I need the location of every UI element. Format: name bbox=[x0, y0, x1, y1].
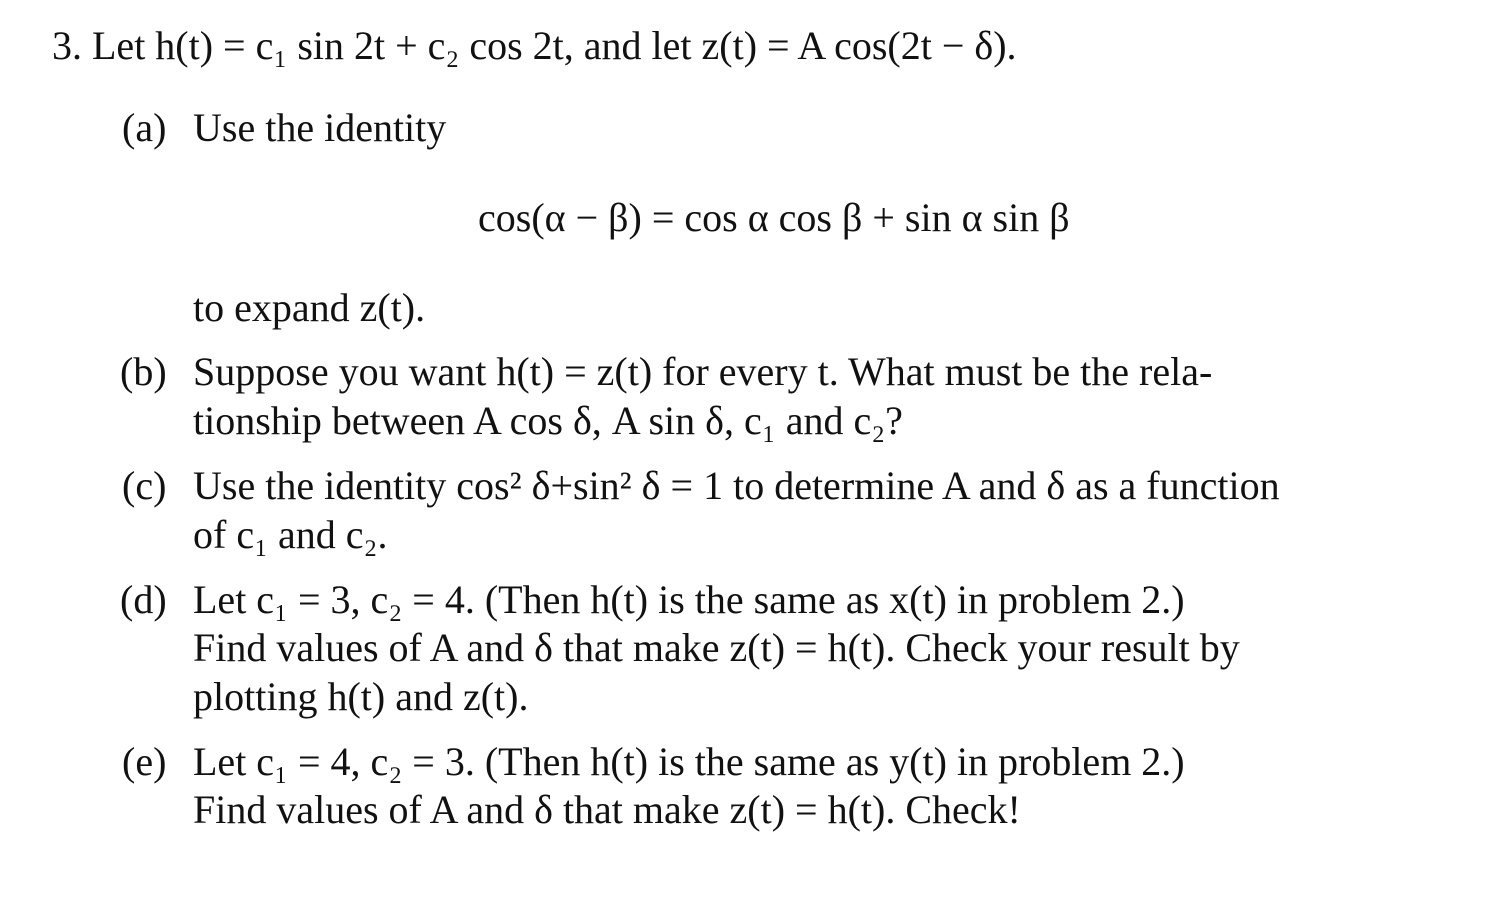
part-c-label: (c) bbox=[122, 463, 167, 508]
identity-equation: cos(α − β) = cos α cos β + sin α sin β bbox=[478, 195, 1070, 240]
part-d-line-3: plotting h(t) and z(t). bbox=[193, 674, 529, 719]
problem-number: 3. bbox=[52, 23, 82, 68]
part-b-label: (b) bbox=[120, 349, 167, 394]
part-a-label: (a) bbox=[122, 105, 167, 150]
part-e-line-2: Find values of A and δ that make z(t) = h(t). Check! bbox=[193, 787, 1021, 832]
part-e-label: (e) bbox=[122, 739, 167, 784]
part-b-line-1: Suppose you want h(t) = z(t) for every t. What must be the rela- bbox=[193, 349, 1213, 394]
part-e-line-1: Let c₁ = 4, c₂ = 3. (Then h(t) is the same as y(t) in problem 2.) bbox=[193, 739, 1185, 784]
part-c-line-1: Use the identity cos² δ+sin² δ = 1 to determine A and δ as a function bbox=[193, 463, 1280, 508]
problem-intro: Let h(t) = c₁ sin 2t + c₂ cos 2t, and let z(t) = A cos(2t − δ). bbox=[92, 23, 1017, 68]
part-d-label: (d) bbox=[120, 577, 167, 622]
part-b-line-2: tionship between A cos δ, A sin δ, c₁ and c₂? bbox=[193, 398, 903, 443]
problem-statement bbox=[52, 22, 1017, 70]
part-a-text: Use the identity bbox=[193, 105, 447, 150]
part-d-line-2: Find values of A and δ that make z(t) = h(t). Check your result by bbox=[193, 625, 1240, 670]
part-a-after: to expand z(t). bbox=[193, 285, 426, 330]
part-c-line-2: of c₁ and c₂. bbox=[193, 512, 388, 557]
part-d-line-1: Let c₁ = 3, c₂ = 4. (Then h(t) is the same as x(t) in problem 2.) bbox=[193, 577, 1185, 622]
